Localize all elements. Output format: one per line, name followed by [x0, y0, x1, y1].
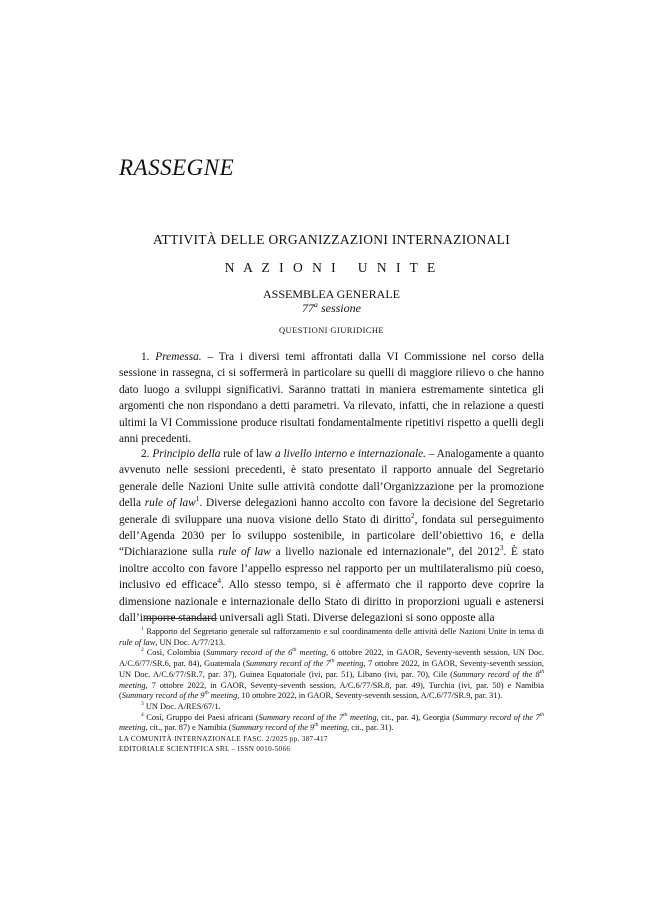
session-heading	[119, 301, 544, 316]
body-heading: ASSEMBLEA GENERALE	[262, 287, 400, 301]
paragraph-2-text-4: a livello nazionale ed internazionale”, del 2012	[270, 546, 500, 559]
organization-heading: N A Z I O N I U N I T E	[224, 260, 439, 275]
main-heading: ATTIVITÀ DELLE ORGANIZZAZIONI INTERNAZIONALI	[153, 232, 510, 247]
footnote-3	[119, 702, 544, 713]
footnote-2-record-4-b: meeting	[208, 691, 238, 701]
footnote-2-record-1-b: meeting	[296, 648, 327, 658]
footnote-4-record-1-sup: th	[343, 711, 348, 718]
footnote-4-record-1-a: Summary record of the 7	[258, 712, 344, 722]
paragraph-2-text-1: – Analogamente a quanto avvenuto nelle sessioni precedenti, è stato presentato il rapporto annuale del Segretario generale delle Nazioni Unite sulle attività condotte dall’Organizzazione per la promozione della	[119, 448, 544, 510]
footnote-4-record-1	[259, 713, 377, 722]
paragraph-2-text-3: , fondata sul perseguimento dell’Agenda 2030 per lo sviluppo sostenibile, in particolare dell’obiettivo 16, e della “Dichiarazione sulla	[119, 513, 544, 559]
footnote-2-record-2-b: meeting	[334, 659, 364, 669]
footnote-2-record-2-a: Summary record of the 7	[245, 659, 331, 669]
footnote-ref-1[interactable]: 1	[195, 494, 200, 504]
footnote-2-number: 2	[141, 647, 144, 654]
footnotes	[119, 627, 544, 734]
paragraph-2-text-2: . Diverse delegazioni hanno accolto con favore la decisione del Segretario generale di sviluppare una nuova visione dello Stato di diritto	[119, 497, 545, 526]
footnote-1-text-b: , UN Doc. A/77/213.	[155, 637, 226, 647]
paragraph-2-text-6: . Allo stesso tempo, si è affermato che il rapporto deve coprire la dimensione nazionale e internazionale dello Stato di diritto in proporzioni uguali e astenersi dall’imporre standard universali agli Stati. Diverse delegazioni si sono opposte alla	[119, 579, 544, 625]
footnote-2-record-1-a: Summary record of the 6	[206, 648, 293, 658]
paragraph-2-title-a: Principio della	[152, 448, 221, 460]
footnote-4-text-c: , cit., par. 87) e Namibia (	[145, 723, 232, 733]
footer-line-1: LA COMUNITÀ INTERNAZIONALE FASC. 2/2025 pp. 387-417	[119, 735, 328, 743]
footnote-4-text-d: , cit., par. 31).	[347, 723, 394, 733]
subject-heading: QUESTIONI GIURIDICHE	[278, 325, 385, 335]
footnote-2-record-2-sup: th	[330, 658, 335, 665]
footnote-4-text-a: Così, Gruppo dei Paesi africani (	[143, 712, 259, 722]
footnote-2-text-d: , 7 ottobre 2022, in GAOR, Seventy-seventh session, A/C.6/77/SR.8, par. 49), Turchia (ivi, par. 50) e Namibia (	[119, 680, 544, 701]
footer-line-2: EDITORIALE SCIENTIFICA SRL – ISSN 0010-5066	[119, 744, 291, 753]
footnote-2-text-c: , 7 ottobre 2022, in GAOR, Seventy-seventh session, UN Doc. A/C.6/77/SR.7, par. 37), Guinea Equatoriale (ivi, par. 51), Libano (ivi, par. 70), Cile (	[119, 659, 544, 679]
section-title: RASSEGNE	[119, 155, 235, 180]
footnote-2	[119, 648, 544, 702]
footnote-divider	[145, 618, 217, 619]
session-word: sessione	[317, 301, 361, 315]
paragraph-2-number: 2.	[141, 448, 153, 460]
footnote-4-record-2-b: meeting	[119, 723, 146, 733]
footnote-1-italic: rule of law	[119, 637, 156, 647]
journal-footer	[119, 735, 328, 754]
footnote-2-record-3-sup: th	[539, 669, 544, 676]
footnote-2-text-a: Così, Colombia (	[143, 648, 206, 658]
footnote-2-record-3-a: Summary record of the 8	[452, 669, 540, 679]
footnote-ref-3[interactable]: 3	[499, 543, 504, 553]
footnote-4-record-2-a: Summary record of the 7	[455, 712, 540, 722]
footnote-1	[119, 627, 544, 648]
paragraph-2-title-c: a livello interno e internazionale.	[275, 448, 426, 460]
paragraph-1	[119, 349, 544, 447]
footnote-2-record-4	[122, 691, 238, 700]
footnote-2-record-4-a: Summary record of the 9	[121, 691, 205, 701]
footnote-4-record-1-b: meeting	[347, 712, 377, 722]
paragraph-2-title-b: rule of law	[220, 448, 276, 460]
footnote-4-number: 4	[141, 711, 144, 718]
footnote-4-text-b: , cit., par. 4), Georgia (	[376, 712, 456, 722]
session-superscript: a	[314, 300, 318, 309]
footnote-3-text: UN Doc. A/RES/67/1.	[143, 701, 221, 711]
footnote-2-text-e: , 10 ottobre 2022, in GAOR, Seventy-seventh session, A/C.6/77/SR.9, par. 31).	[237, 691, 503, 701]
footnote-1-number: 1	[141, 626, 144, 633]
session-number: 77	[302, 301, 315, 315]
paragraph-1-text: – Tra i diversi temi affrontati dalla VI Commissione nel corso della sessione in rassegna, ci si soffermerà in particolare su quelli di maggiore rilievo o che hanno dato luogo a sviluppi significativi. Saranno trattati in maniera estremamente sintetica gli argomenti che non rispondano a detti parametri. Va rilevato, infatti, che in relazione a questi ultimi la VI Commissione produce risultati fondamentalmente ripetitivi rispetto a quelli degli anni precedenti.	[119, 351, 545, 446]
footnote-ref-2[interactable]: 2	[410, 510, 415, 520]
paragraph-2	[119, 446, 544, 626]
footnote-4	[119, 713, 544, 734]
paragraph-1-title: Premessa.	[155, 351, 202, 363]
footnote-1-text-a: Rapporto del Segretario generale sul rafforzamento e sul coordinamento delle attività delle Nazioni Unite in tema di	[143, 627, 544, 636]
footnote-2-text-b: , 6 ottobre 2022, in GAOR, Seventy-seventh session, UN Doc. A/C.6/77/SR.6, par. 84), Guatemala (	[119, 648, 544, 669]
footnote-2-record-4-sup: th	[204, 690, 209, 697]
footnote-4-record-3-a: Summary record of the 9	[231, 723, 315, 733]
paragraph-2-rule-of-law-2: rule of law	[218, 546, 271, 559]
footnote-4-record-2-sup: th	[539, 711, 544, 718]
paragraph-2-text-5: . È stato inoltre accolto con favore l’appello espresso nel rapporto per un multilateralismo più coeso, inclusivo ed efficace	[119, 546, 544, 592]
footnote-2-record-3-b: meeting	[119, 680, 146, 690]
footnote-4-record-3-b: meeting	[318, 723, 348, 733]
footnote-2-record-1-sup: th	[292, 647, 297, 654]
paragraph-2-rule-of-law-1: rule of law	[144, 497, 196, 510]
footnote-3-number: 3	[141, 701, 144, 708]
footnote-2-record-1	[206, 648, 326, 657]
footnote-2-record-2	[246, 659, 364, 668]
paragraph-1-number: 1.	[141, 351, 156, 363]
footnote-ref-4[interactable]: 4	[217, 576, 222, 586]
footnote-4-record-3-sup: th	[314, 722, 319, 729]
footnote-4-record-3	[232, 723, 348, 732]
